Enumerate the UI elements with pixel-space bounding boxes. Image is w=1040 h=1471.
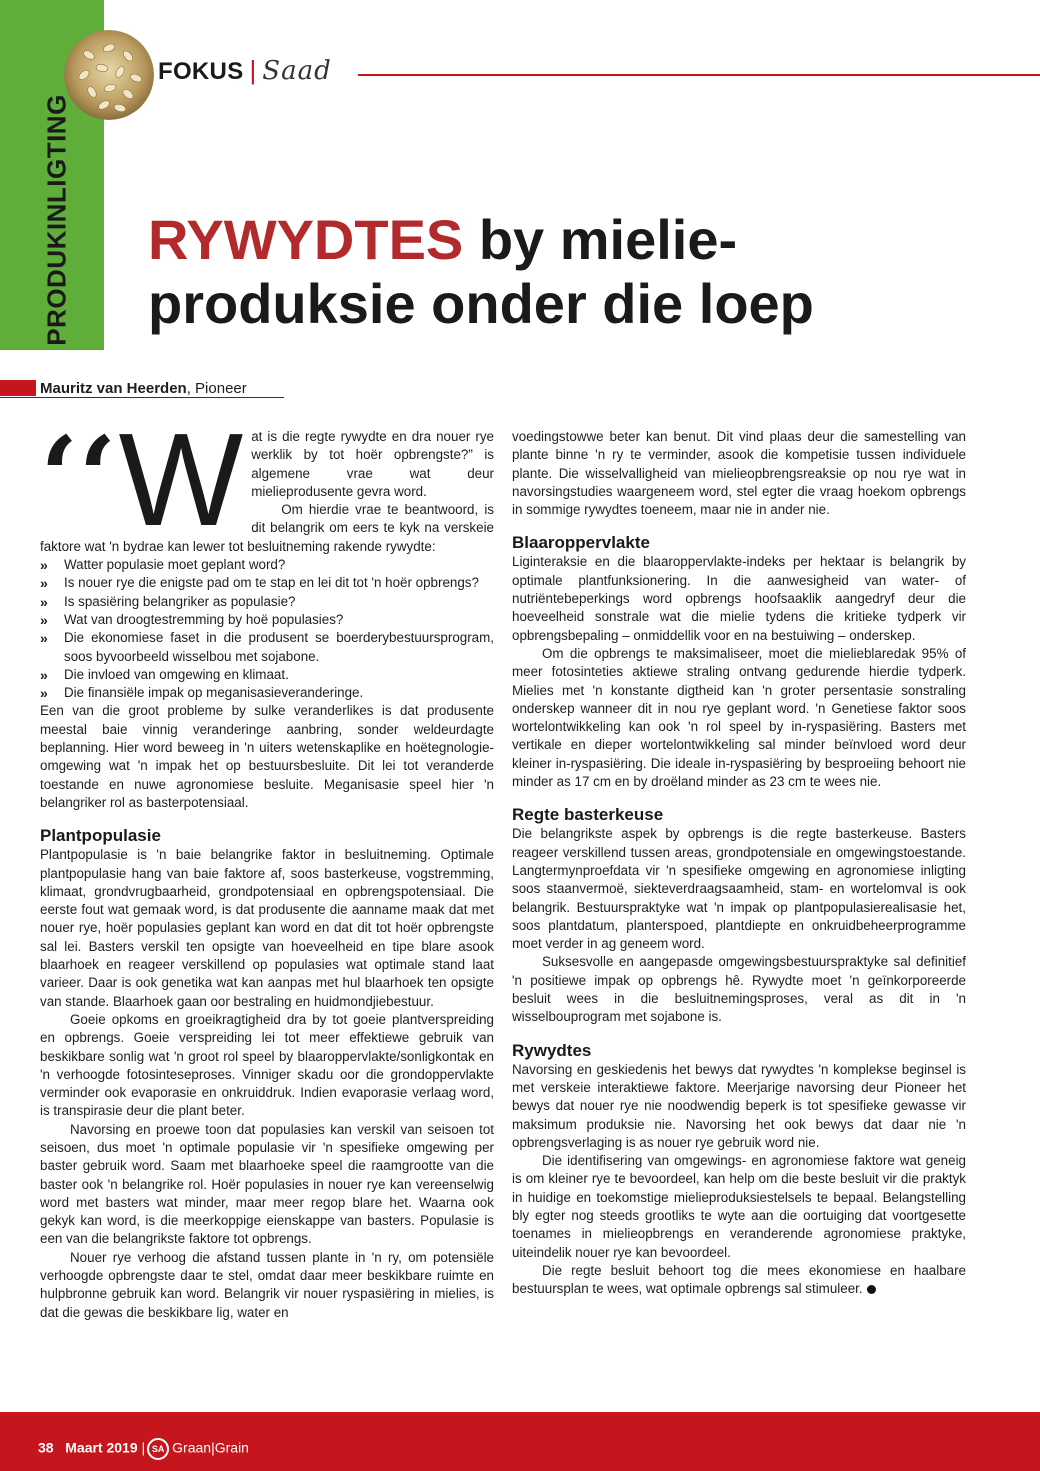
- bullet-arrow-icon: »: [40, 685, 48, 702]
- header-rule: [358, 74, 1040, 76]
- column-right: [512, 428, 966, 1298]
- bullet-arrow-icon: »: [40, 611, 48, 628]
- end-of-article-icon: [867, 1285, 876, 1294]
- byline-org: , Pioneer: [186, 380, 247, 397]
- header-separator: |: [249, 55, 257, 85]
- header-section: Saad: [262, 56, 332, 86]
- plantpopulasie-paragraph-4: Nouer rye verhoog die afstand tussen plante in 'n ry, om potensiële verhoogde opbrengste daar te stel, omdat daar meer beskikbare ruimte en hulpbronne gebruik kan word. Belangrik vir nouer ryspasiëring in mielies, is dat die gewas die beskikbare lig, water en: [40, 1249, 494, 1320]
- header-fokus: FOKUS: [158, 58, 244, 85]
- bullet-arrow-icon: »: [40, 593, 48, 610]
- basterkeuse-paragraph-1: Die belangrikste aspek by opbrengs is die regte basterkeuse. Basters reageer verskillend tussen areas, grondpotensiale en omgewingstoestande. Langtermynproefdata vir 'n spesifieke omgewing en agronomiese inligting soos staanvermoë, siekteverdraagsaamheid, stam- en wortelomval is ook belangrik. Bestuurspraktyke wat 'n impak op plantpopulasierealisasie het, soos plantdatum, planterspoed, plantdiepte en onkruidbeheerprogramme moet verder in ag geneem word.: [512, 826, 966, 952]
- magazine-name-english: Grain: [214, 1439, 249, 1456]
- opening-quote-mark: ‘‘: [40, 412, 117, 541]
- byline-rule: [0, 397, 284, 398]
- list-item: » Die finansiële impak op meganisasieveranderinge.: [40, 685, 364, 702]
- rywydtes-paragraph-3: Die regte besluit behoort tog die mees ekonomiese en haalbare bestuursplan te wees, wat optimale opbrengs sal stimuleer.: [512, 1262, 966, 1297]
- byline-marker: [0, 380, 36, 396]
- factor-list: [40, 556, 494, 702]
- list-item: » Die ekonomiese faset in die produsent se boerderybestuursprogram, soos byvoorbeeld wisselbou met sojabone.: [40, 630, 494, 664]
- magazine-separator: |: [211, 1439, 215, 1456]
- plantpopulasie-paragraph-1: Plantpopulasie is 'n baie belangrike faktor in besluitneming. Optimale plantpopulasie hang van baie faktore af, soos basterkeuse, vogstremming, klimaat, grondvrugbaarheid, grondpotensiaal en opbrengspotensiaal. Die eerste fout wat gemaak word, is dat produsente die aanname maak dat met nouer rye, hoër populasies geplant kan word en dat dit tot hoër opbrengste sal lei. Basters verskil ten opsigte van hoeveelheid en tipe blare asook blaarhoek en reageer verskillend op populasies wat optimale stand laat varieer. Daar is ook genetika wat kan aanpas met hul blaarhoek ten opsigte van stande. Blaarhoek gaan oor bestraling en huidmondjiebestuur.: [40, 847, 494, 1009]
- heading-blaaroppervlakte: Blaaroppervlakte: [512, 533, 650, 553]
- list-item: » Watter populasie moet geplant word?: [40, 557, 286, 574]
- list-item: » Is nouer rye die enigste pad om te stap en lei dit tot 'n hoër opbrengs?: [40, 575, 479, 592]
- article-title: [148, 208, 814, 336]
- column-left: [40, 406, 494, 1322]
- magazine-name: Graan: [172, 1439, 212, 1456]
- issue-date: Maart 2019: [65, 1439, 138, 1456]
- title-rest-line1: by mielie-: [463, 208, 738, 271]
- list-item: » Die invloed van omgewing en klimaat.: [40, 666, 289, 683]
- continued-paragraph: voedingstowwe beter kan benut. Dit vind plaas deur die samestelling van plante binne 'n ry te verminder, asook die kompetisie tussen individuele plante. Die wisselvalligheid van mielieopbrengsreaksie op nou rye wat in navorsingstudies waargeneem word, stel egter die vraag hoekom opbrengs in sommige rywydtes toeneem, maar nie in ander nie.: [512, 429, 966, 518]
- blaaroppervlakte-paragraph-2: Om die opbrengs te maksimaliseer, moet die mielieblaredak 95% of meer fotosinteties aktiewe straling ontvang gedurende hierdie tydperk. Mielies met 'n konstante digtheid kan 'n groter persentasie sonstraling onderskep wanneer dit in nou rye geplant word. 'n Genetiese faktor soos wortelontwikkeling kan ook 'n rol speel by in-ryspasiëring. Basters met vertikale en dieper wortelontwikkeling sal minder beïnvloed word deur kleiner in-ryspasiëring. Die ideale in-ryspasiëring by besproeiing behoort nie minder as 17 cm en by droëland minder as 23 cm te wees nie.: [512, 645, 966, 790]
- byline-author: Mauritz van Heerden: [40, 380, 187, 397]
- bullet-arrow-icon: »: [40, 557, 48, 574]
- blaaroppervlakte-paragraph-1: Liginteraksie en die blaaroppervlakte-indeks per hektaar is belangrik by optimale plantfunksionering. In die aanwesigheid van water- of nutriëntebeperkings word opbrengs hoofsaaklik aangedryf deur die hoeveelheid sonstrale wat die mielie tydens die kritieke tydperk vir opbrengsbepaling – onmiddellik voor en na bestuiwing – onderskep.: [512, 554, 966, 643]
- intro-paragraph-2: Om hierdie vrae te beantwoord, is dit belangrik om eers te kyk na verskeie faktore wat 'n bydrae kan lewer tot besluitneming rakende rywydte:: [40, 502, 494, 554]
- drop-cap: W: [118, 406, 244, 553]
- seed-pile-icon: [64, 30, 154, 120]
- rywydtes-paragraph-2: Die identifisering van omgewings- en agronomiese faktore wat geneig is om kleiner rye te bevoordeel, kan help om die beste besluit vir die praktyk in huidige en toekomstige mielieproduksiestelsels te bepaal. Belangstelling bly egter nog steeds grootliks te wyte aan die oortuiging dat voortgesette toenames in mielieopbrengs en veranderende agronomiese praktyke, uiteindelik nouer rye kan bevoordeel.: [512, 1153, 966, 1260]
- title-highlight: RYWYDTES: [148, 208, 464, 271]
- plantpopulasie-paragraph-3: Navorsing en proewe toon dat populasies kan verskil van seisoen tot seisoen, dus moet 'n optimale populasie vir 'n spesifieke omgewing per baster gebruik word. Saam met blaarhoeke speel die raamgrootte van die baster ook 'n belangrike rol. Hoër populasies in nouer rye kan vereenselwig word met basters wat minder, maar meer regop blare het. Waarna ook gekyk kan word, is die meerkoppige eienskappe van basters. Populasie is een van die belangrikste faktore tot opbrengs.: [40, 1121, 494, 1247]
- bullet-arrow-icon: »: [40, 575, 48, 592]
- bullet-arrow-icon: »: [40, 666, 48, 683]
- list-item: » Wat van droogtestremming by hoë populasies?: [40, 611, 344, 628]
- rywydtes-paragraph-1: Navorsing en geskiedenis het bewys dat rywydtes 'n komplekse beginsel is met verskeie interaktiewe faktore. Meerjarige navorsing deur Pioneer het bewys dat nouer rye nie noodwendig beperk is tot spesifieke gewasse vir maksimum produksie nie. Navorsing het ook bewys dat daar nie 'n opbrengsverlaging is as nouer rye gebruik word nie.: [512, 1061, 966, 1150]
- intro-paragraph-1: at is die regte rywydte en dra nouer rye werklik by tot hoër opbrengste?” is algemene vrae wat deur mielieprodusente gevra word.: [251, 429, 494, 499]
- list-item: » Is spasiëring belangriker as populasie?: [40, 593, 296, 610]
- heading-plantpopulasie: Plantpopulasie: [40, 826, 161, 846]
- bullet-arrow-icon: »: [40, 630, 48, 647]
- heading-basterkeuse: Regte basterkeuse: [512, 805, 664, 825]
- sa-logo-icon: SA: [147, 1438, 169, 1460]
- heading-rywydtes: Rywydtes: [512, 1040, 592, 1060]
- section-header: [158, 55, 332, 86]
- title-line2: produksie onder die loep: [148, 272, 814, 335]
- page-number: 38: [38, 1439, 54, 1456]
- intro-paragraph-3: Een van die groot probleme by sulke veranderlikes is dat produsente meestal baie vinnig veranderinge aanbring, sonder weldeurdagte beplanning. Hier word beweeg in 'n uiters wetenskaplike en hoëtegnologie-omgewing wat 'n impak het op bestuursbesluite. Dit lei tot veranderde toestande en nuwe agronomiese besluite. Meganisasie speel hier 'n belangriker rol as basterpotensiaal.: [40, 703, 494, 810]
- footer: [38, 1438, 249, 1460]
- basterkeuse-paragraph-2: Suksesvolle en aangepasde omgewingsbestuurspraktyke sal definitief 'n positiewe impak op opbrengs hê. Rywydte moet 'n geïnkorporeerde besluit wees in die besluitnemingsproses, veral as dit in 'n wisselbouprogram met sojabone is.: [512, 954, 966, 1025]
- section-label: PRODUKINLIGTING: [41, 94, 72, 346]
- footer-separator: |: [141, 1439, 146, 1456]
- plantpopulasie-paragraph-2: Goeie opkoms en groeikragtigheid dra by tot goeie plantverspreiding en opbrengs. Goeie verspreiding lei tot meer effektiewe gebruik van beskikbare sonlig wat 'n groot rol speel by blaaroppervlakte/sonligkontak en 'n verhoogde fotosinteseproses. Vinniger skadu oor die grondoppervlakte verminder ook evaporasie en onkruiddruk. Indien evaporasie verlaag word, is transpirasie deur die plant beter.: [40, 1011, 494, 1119]
